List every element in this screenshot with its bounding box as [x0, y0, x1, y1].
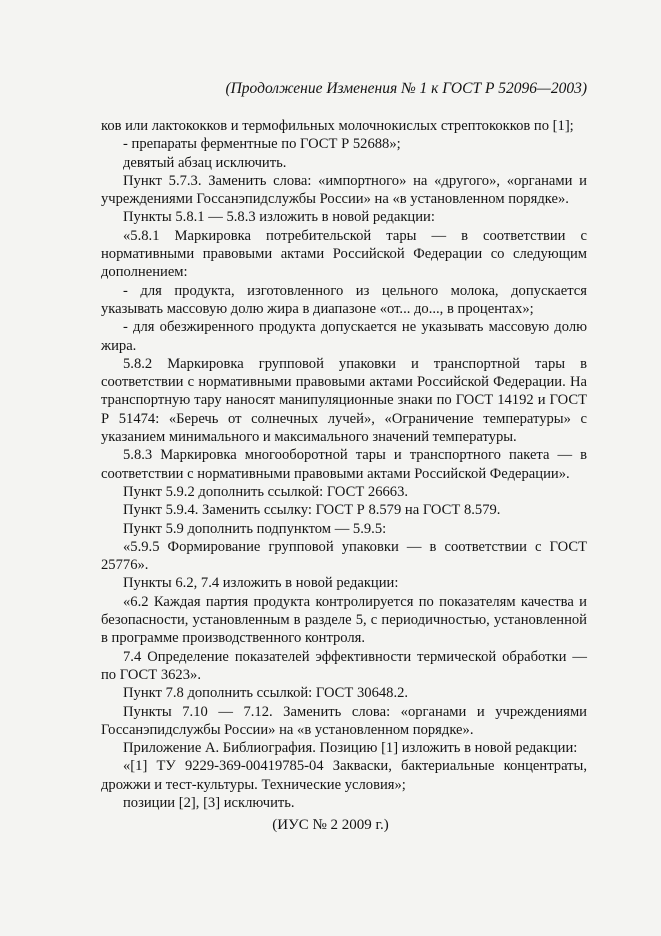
paragraph-5-9-addition: Пункт 5.9 дополнить подпунктом — 5.9.5:: [123, 520, 387, 537]
paragraph-5-9-4: Пункт 5.9.4. Заменить ссылку: ГОСТ Р 8.579 на ГОСТ 8.579.: [123, 502, 501, 519]
list-item-enzymes: - препараты ферментные по ГОСТ Р 52688»;: [123, 136, 401, 153]
paragraph-6-2-7-4-intro: Пункты 6.2, 7.4 изложить в новой редакции:: [123, 575, 399, 592]
paragraph-5-7-3: Пункт 5.7.3. Заменить слова: «импортного» на «другого», «органами и учреждениями Госсанэпидслужбы России» на «в установленном порядке».: [101, 172, 587, 208]
document-body: [101, 117, 587, 812]
list-item-whole-milk: - для продукта, изготовленного из цельного молока, допускается указывать массовую долю жира в диапазоне «от... до..., в процентах»;: [101, 282, 587, 317]
list-item-skimmed: - для обезжиренного продукта допускается не указывать массовую долю жира.: [101, 319, 587, 354]
paragraph-positions-deleted: позиции [2], [3] исключить.: [123, 794, 295, 811]
paragraph-7-10-7-12: Пункты 7.10 — 7.12. Заменить слова: «органами и учреждениями Госсанэпидслужбы России» на «в установленном порядке».: [101, 703, 587, 738]
paragraph-ninth-deleted: девятый абзац исключить.: [123, 154, 287, 171]
paragraph-continuation: ков или лактококков и термофильных молочнокислых стрептококков по [1];: [101, 118, 574, 134]
page-header: (Продолжение Изменения № 1 к ГОСТ Р 52096—2003): [225, 80, 587, 97]
paragraph-6-2: «6.2 Каждая партия продукта контролируется по показателям качества и безопасности, установленным в разделе 5, с периодичностью, установленной в программе производственного контроля.: [101, 593, 587, 647]
paragraph-appendix-a: Приложение А. Библиография. Позицию [1] изложить в новой редакции:: [123, 740, 578, 757]
paragraph-bibliography-1: «[1] ТУ 9229-369-00419785-04 Закваски, бактериальные концентраты, дрожжи и тест-культуры. Технические условия»;: [101, 758, 587, 793]
page-footer: (ИУС № 2 2009 г.): [272, 817, 389, 833]
paragraph-5-9-5: «5.9.5 Формирование групповой упаковки — в соответствии с ГОСТ 25776».: [101, 538, 587, 574]
paragraph-5-8-1: «5.8.1 Маркировка потребительской тары — в соответствии с нормативными правовыми актами Российской Федерации со следующим дополнением:: [101, 227, 587, 281]
paragraph-5-8-3: 5.8.3 Маркировка многооборотной тары и транспортного пакета — в соответствии с нормативными правовыми актами Российской Федерации».: [101, 447, 587, 482]
paragraph-5-9-2: Пункт 5.9.2 дополнить ссылкой: ГОСТ 26663.: [123, 483, 409, 500]
paragraph-5-8-2: 5.8.2 Маркировка групповой упаковки и транспортной тары в соответствии с нормативными правовыми актами Российской Федерации. На транспортную тару наносят манипуляционные знаки по ГОСТ 14192 и ГОСТ Р 51474: «Беречь от солнечных лучей», «Ограничение температуры» с указанием минимального и максимального значений температуры.: [101, 355, 587, 446]
paragraph-7-4: 7.4 Определение показателей эффективности термической обработки — по ГОСТ 3623».: [101, 648, 587, 683]
paragraph-5-8-intro: Пункты 5.8.1 — 5.8.3 изложить в новой редакции:: [123, 209, 435, 226]
paragraph-7-8: Пункт 7.8 дополнить ссылкой: ГОСТ 30648.2.: [123, 685, 409, 702]
